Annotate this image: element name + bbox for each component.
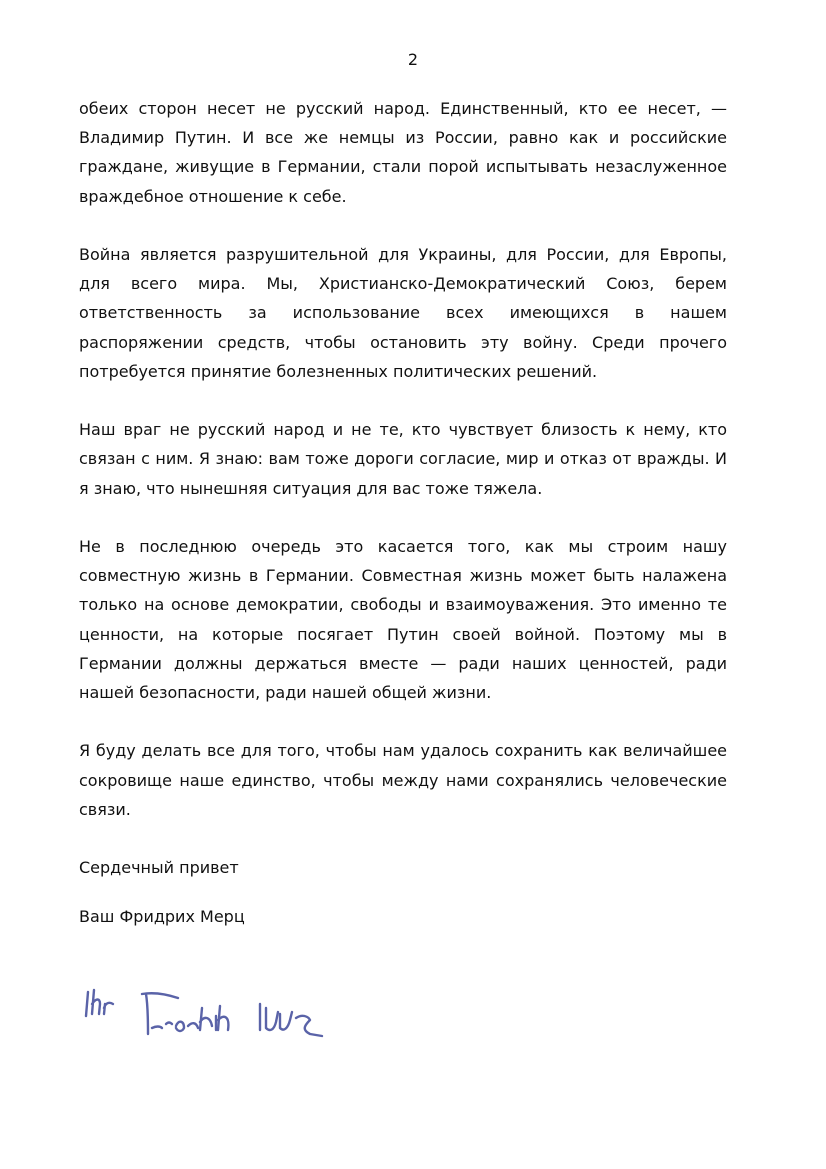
letter-body xyxy=(79,94,727,952)
page-number: 2 xyxy=(407,50,419,69)
paragraph-4: Не в последнюю очередь это касается того, как мы строим нашу совместную жизнь в Германии. Совместная жизнь может быть налажена только на основе демократии, свободы и взаимоуважения. Это именно те ценности, на которые посягает Путин своей войной. Поэтому мы в Германии должны держаться вместе — ради наших ценностей, ради нашей безопасности, ради нашей общей жизни. xyxy=(79,537,727,703)
paragraph-2: Война является разрушительной для Украины, для России, для Европы, для всего мира. Мы, Христианско-Демократический Союз, берем ответственность за использование всех имеющихся в нашем распоряжении средств, чтобы остановить эту войну. Среди прочего потребуется принятие болезненных политических решений. xyxy=(79,245,727,381)
closing-greeting: Сердечный привет xyxy=(79,858,239,878)
handwritten-signature-icon xyxy=(82,982,332,1048)
paragraph-3: Наш враг не русский народ и не те, кто чувствует близость к нему, кто связан с ним. Я знаю: вам тоже дороги согласие, мир и отказ от вражды. И я знаю, что нынешняя ситуация для вас тоже тяжела. xyxy=(79,420,727,498)
paragraph-1: обеих сторон несет не русский народ. Единственный, кто ее несет, — Владимир Путин. И все же немцы из России, равно как и российские граждане, живущие в Германии, стали порой испытывать незаслуженное враждебное отношение к себе. xyxy=(79,99,727,206)
paragraph-5: Я буду делать все для того, чтобы нам удалось сохранить как величайшее сокровище наше единство, чтобы между нами сохранялись человеческие связи. xyxy=(79,741,727,819)
closing-name: Ваш Фридрих Мерц xyxy=(79,907,245,927)
